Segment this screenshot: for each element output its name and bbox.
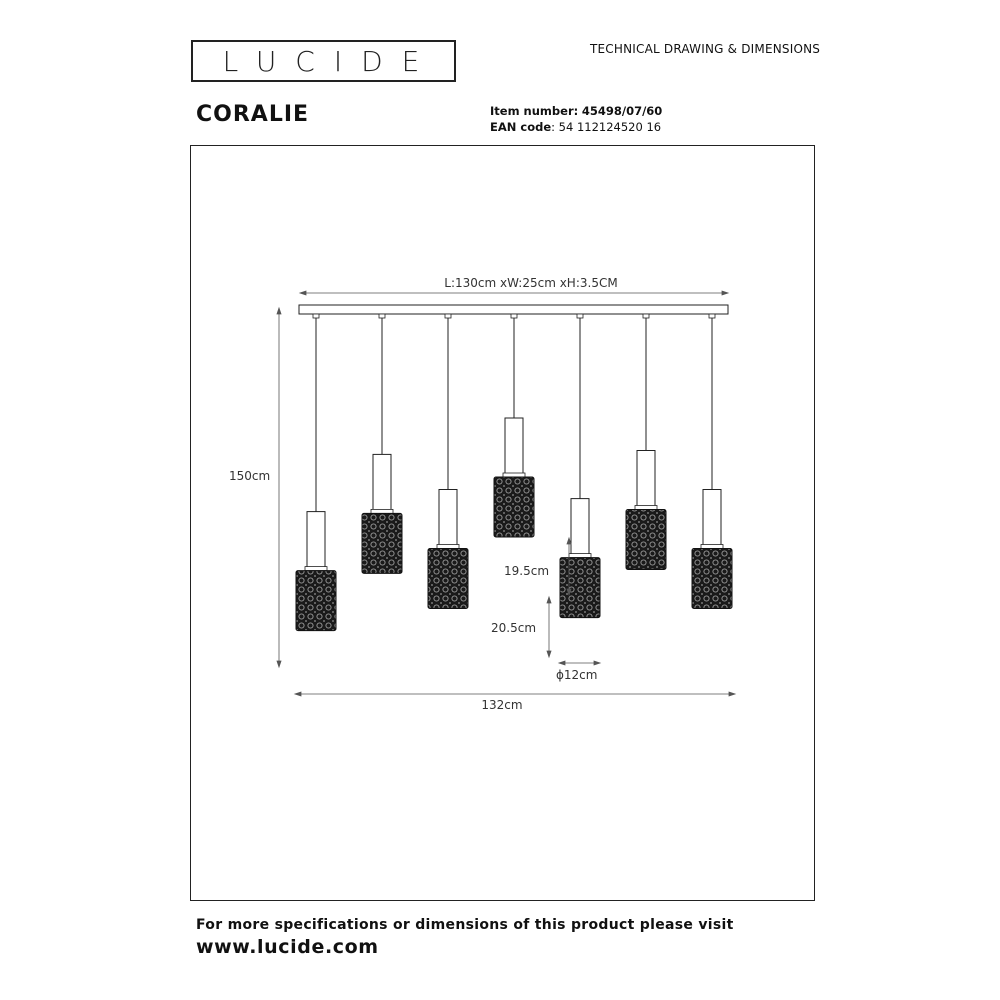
- crystal-shade: [362, 513, 402, 573]
- diameter-dimension-line: [559, 661, 600, 665]
- width-dimension-line: [295, 692, 735, 696]
- logo-text: LUCIDE: [222, 44, 439, 78]
- lamp-holder-cylinder: [307, 512, 325, 570]
- lamp-holder-cylinder: [571, 499, 589, 557]
- ceiling-connector: [511, 314, 517, 318]
- cylinder-ring: [635, 506, 657, 510]
- cylinder-height-label: 19.5cm: [504, 564, 550, 578]
- cylinder-ring: [503, 473, 525, 477]
- height-dimension-line: [277, 308, 281, 667]
- lamp-holder-cylinder: [439, 490, 457, 548]
- crystal-shade: [296, 571, 336, 631]
- canopy-dimension-line: [300, 291, 728, 295]
- diameter-label: ϕ12cm: [556, 668, 598, 682]
- pendant-group: [296, 314, 732, 631]
- cylinder-ring: [701, 545, 723, 549]
- ean-code-label: EAN code: [490, 120, 552, 134]
- ceiling-connector: [643, 314, 649, 318]
- lamp-holder-cylinder: [703, 490, 721, 548]
- ceiling-connector: [379, 314, 385, 318]
- crystal-shade: [626, 510, 666, 570]
- crystal-shade: [494, 477, 534, 537]
- crystal-shade: [692, 549, 732, 609]
- lamp-holder-cylinder: [373, 454, 391, 512]
- cylinder-ring: [305, 567, 327, 571]
- ceiling-connector: [577, 314, 583, 318]
- crystal-shade: [428, 549, 468, 609]
- canopy-dimension-label: L:130cm xW:25cm xH:3.5CM: [444, 276, 618, 290]
- ean-code-value: : 54 112124520 16: [551, 120, 662, 134]
- document-title: TECHNICAL DRAWING & DIMENSIONS: [590, 42, 821, 56]
- width-dimension-label: 132cm: [481, 698, 523, 712]
- footer-note: For more specifications or dimensions of this product please visit: [196, 917, 734, 933]
- cylinder-ring: [569, 554, 591, 558]
- shade-height-dimension-line: [547, 597, 551, 657]
- cylinder-ring: [371, 509, 393, 513]
- lamp-holder-cylinder: [505, 418, 523, 476]
- ceiling-connector: [445, 314, 451, 318]
- item-number-value: 45498/07/60: [581, 104, 663, 118]
- crystal-shade: [560, 558, 600, 618]
- canopy-bar: [299, 305, 728, 314]
- height-dimension-label: 150cm: [229, 469, 271, 483]
- ceiling-connector: [709, 314, 715, 318]
- product-name: CORALIE: [196, 102, 310, 127]
- ceiling-connector: [313, 314, 319, 318]
- lamp-holder-cylinder: [637, 451, 655, 509]
- item-number-label: Item number:: [490, 104, 579, 118]
- shade-height-label: 20.5cm: [491, 621, 537, 635]
- cylinder-ring: [437, 545, 459, 549]
- footer-website-link[interactable]: www.lucide.com: [196, 936, 379, 958]
